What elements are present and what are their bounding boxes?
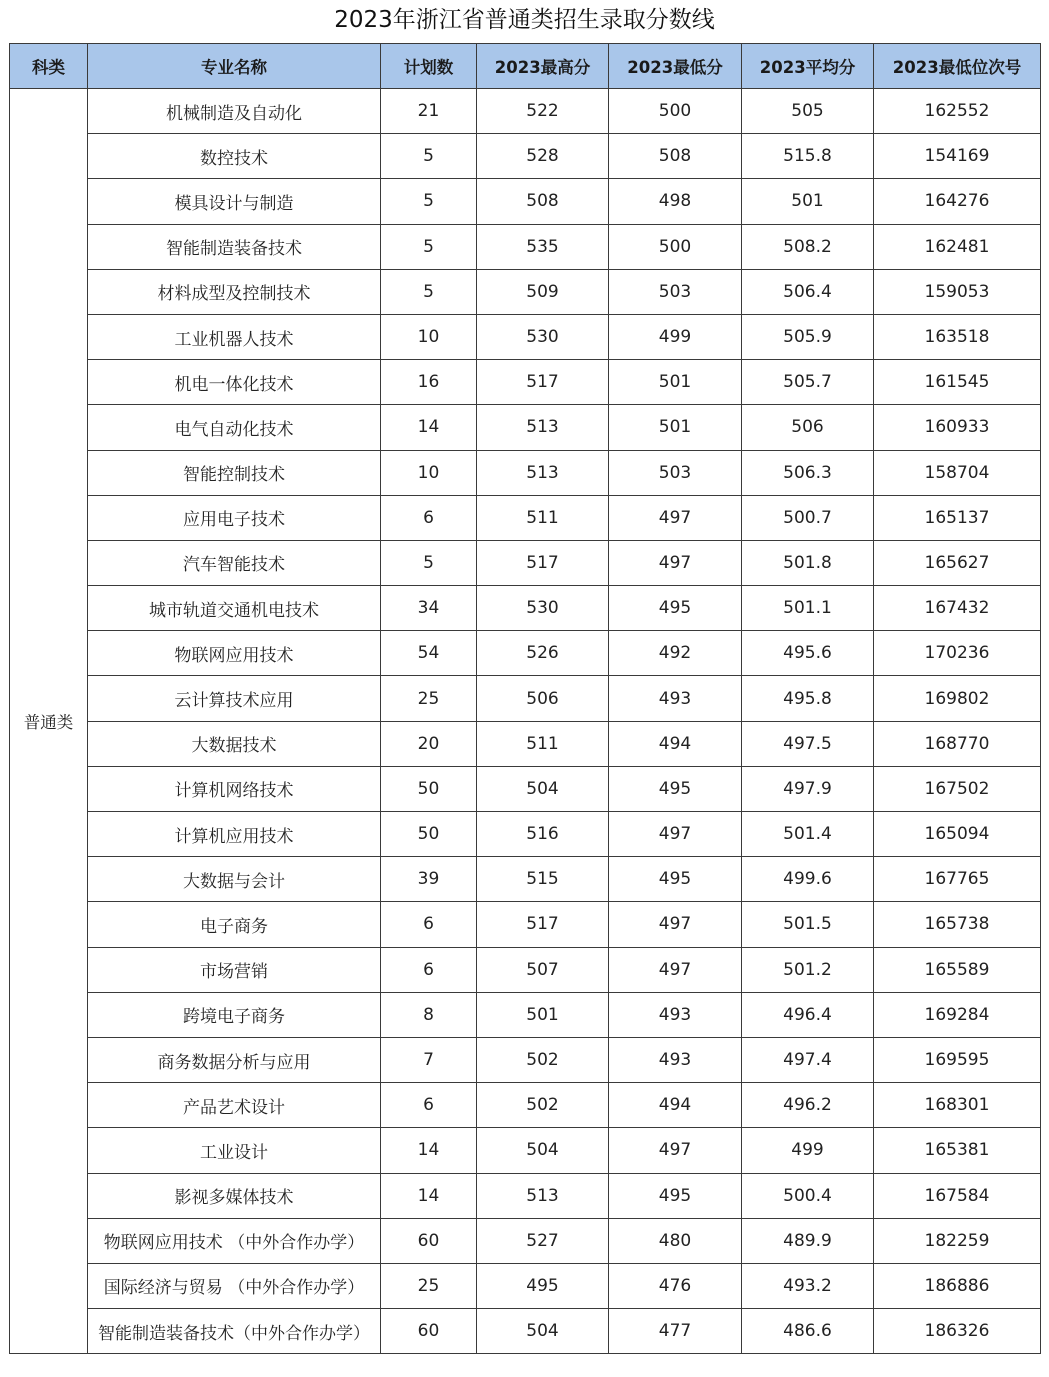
max-score-cell: 513 [477,405,609,450]
min-score-cell: 499 [609,314,742,359]
plan-count-cell: 7 [381,1037,477,1082]
table-row [10,721,1041,766]
min-score-cell: 494 [609,1083,742,1128]
plan-count-cell: 8 [381,992,477,1037]
table-row [10,360,1041,405]
min-score-cell: 500 [609,224,742,269]
min-score-cell: 497 [609,1128,742,1173]
major-name-cell: 计算机网络技术 [88,766,381,811]
avg-score-cell: 497.5 [742,721,874,766]
table-row [10,812,1041,857]
min-score-cell: 480 [609,1218,742,1263]
major-name-cell: 工业设计 [88,1128,381,1173]
min-score-cell: 495 [609,1173,742,1218]
plan-count-cell: 10 [381,314,477,359]
table-row [10,1309,1041,1354]
plan-count-cell: 25 [381,676,477,721]
max-score-cell: 511 [477,721,609,766]
table-row [10,766,1041,811]
plan-count-cell: 21 [381,89,477,134]
plan-count-cell: 6 [381,1083,477,1128]
min-score-cell: 493 [609,1037,742,1082]
min-rank-cell: 170236 [874,631,1041,676]
plan-count-cell: 5 [381,269,477,314]
min-rank-cell: 165589 [874,947,1041,992]
plan-count-cell: 5 [381,179,477,224]
max-score-cell: 528 [477,134,609,179]
major-name-cell: 电子商务 [88,902,381,947]
plan-count-cell: 10 [381,450,477,495]
major-name-cell: 机械制造及自动化 [88,89,381,134]
avg-score-cell: 499.6 [742,857,874,902]
max-score-cell: 515 [477,857,609,902]
min-score-cell: 494 [609,721,742,766]
max-score-cell: 501 [477,992,609,1037]
avg-score-cell: 500.7 [742,495,874,540]
min-score-cell: 503 [609,450,742,495]
max-score-cell: 504 [477,766,609,811]
min-rank-cell: 165381 [874,1128,1041,1173]
major-name-cell: 大数据与会计 [88,857,381,902]
avg-score-cell: 501.5 [742,902,874,947]
major-name-cell: 模具设计与制造 [88,179,381,224]
major-name-cell: 智能制造装备技术 [88,224,381,269]
admission-score-table [9,43,1041,1354]
table-row [10,134,1041,179]
table-row [10,1037,1041,1082]
plan-count-cell: 14 [381,1128,477,1173]
min-rank-cell: 159053 [874,269,1041,314]
max-score-cell: 507 [477,947,609,992]
plan-count-cell: 39 [381,857,477,902]
min-rank-cell: 186326 [874,1309,1041,1354]
min-rank-cell: 162552 [874,89,1041,134]
plan-count-cell: 20 [381,721,477,766]
table-row [10,1263,1041,1308]
min-score-cell: 497 [609,947,742,992]
max-score-cell: 502 [477,1083,609,1128]
max-score-cell: 509 [477,269,609,314]
min-rank-cell: 165094 [874,812,1041,857]
max-score-cell: 527 [477,1218,609,1263]
major-name-cell: 电气自动化技术 [88,405,381,450]
header-major-name: 专业名称 [88,44,381,89]
plan-count-cell: 6 [381,902,477,947]
major-name-cell: 汽车智能技术 [88,540,381,585]
max-score-cell: 517 [477,540,609,585]
plan-count-cell: 6 [381,495,477,540]
min-rank-cell: 168301 [874,1083,1041,1128]
avg-score-cell: 505.9 [742,314,874,359]
table-row [10,1128,1041,1173]
min-score-cell: 495 [609,857,742,902]
min-score-cell: 501 [609,405,742,450]
plan-count-cell: 5 [381,134,477,179]
plan-count-cell: 14 [381,405,477,450]
max-score-cell: 522 [477,89,609,134]
min-rank-cell: 169284 [874,992,1041,1037]
header-category: 科类 [10,44,88,89]
min-score-cell: 497 [609,495,742,540]
min-score-cell: 476 [609,1263,742,1308]
min-rank-cell: 158704 [874,450,1041,495]
table-row [10,1173,1041,1218]
table-row [10,631,1041,676]
avg-score-cell: 501 [742,179,874,224]
min-rank-cell: 161545 [874,360,1041,405]
major-name-cell: 应用电子技术 [88,495,381,540]
max-score-cell: 517 [477,360,609,405]
min-rank-cell: 154169 [874,134,1041,179]
major-name-cell: 城市轨道交通机电技术 [88,586,381,631]
avg-score-cell: 506 [742,405,874,450]
max-score-cell: 511 [477,495,609,540]
major-name-cell: 工业机器人技术 [88,314,381,359]
max-score-cell: 513 [477,1173,609,1218]
min-score-cell: 493 [609,676,742,721]
table-row [10,902,1041,947]
plan-count-cell: 60 [381,1309,477,1354]
avg-score-cell: 501.4 [742,812,874,857]
table-row [10,89,1041,134]
min-rank-cell: 168770 [874,721,1041,766]
max-score-cell: 530 [477,586,609,631]
min-score-cell: 503 [609,269,742,314]
max-score-cell: 504 [477,1309,609,1354]
avg-score-cell: 508.2 [742,224,874,269]
table-row [10,179,1041,224]
table-row [10,676,1041,721]
major-name-cell: 计算机应用技术 [88,812,381,857]
major-name-cell: 物联网应用技术 （中外合作办学） [88,1218,381,1263]
min-rank-cell: 165738 [874,902,1041,947]
major-name-cell: 物联网应用技术 [88,631,381,676]
min-rank-cell: 167584 [874,1173,1041,1218]
major-name-cell: 商务数据分析与应用 [88,1037,381,1082]
min-rank-cell: 162481 [874,224,1041,269]
plan-count-cell: 50 [381,812,477,857]
min-score-cell: 493 [609,992,742,1037]
plan-count-cell: 60 [381,1218,477,1263]
major-name-cell: 大数据技术 [88,721,381,766]
min-rank-cell: 165627 [874,540,1041,585]
major-name-cell: 材料成型及控制技术 [88,269,381,314]
min-score-cell: 492 [609,631,742,676]
table-row [10,495,1041,540]
avg-score-cell: 495.6 [742,631,874,676]
max-score-cell: 535 [477,224,609,269]
header-max-score: 2023最高分 [477,44,609,89]
major-name-cell: 市场营销 [88,947,381,992]
min-rank-cell: 182259 [874,1218,1041,1263]
min-score-cell: 477 [609,1309,742,1354]
plan-count-cell: 25 [381,1263,477,1308]
plan-count-cell: 54 [381,631,477,676]
major-name-cell: 机电一体化技术 [88,360,381,405]
max-score-cell: 513 [477,450,609,495]
min-rank-cell: 160933 [874,405,1041,450]
table-body [10,89,1041,1354]
max-score-cell: 504 [477,1128,609,1173]
header-plan-count: 计划数 [381,44,477,89]
avg-score-cell: 497.4 [742,1037,874,1082]
min-rank-cell: 169595 [874,1037,1041,1082]
min-rank-cell: 165137 [874,495,1041,540]
avg-score-cell: 497.9 [742,766,874,811]
major-name-cell: 数控技术 [88,134,381,179]
avg-score-cell: 506.3 [742,450,874,495]
avg-score-cell: 489.9 [742,1218,874,1263]
min-score-cell: 498 [609,179,742,224]
min-rank-cell: 186886 [874,1263,1041,1308]
min-rank-cell: 167765 [874,857,1041,902]
plan-count-cell: 16 [381,360,477,405]
header-min-score: 2023最低分 [609,44,742,89]
avg-score-cell: 495.8 [742,676,874,721]
min-score-cell: 501 [609,360,742,405]
max-score-cell: 517 [477,902,609,947]
table-row [10,540,1041,585]
min-score-cell: 495 [609,766,742,811]
avg-score-cell: 500.4 [742,1173,874,1218]
header-avg-score: 2023平均分 [742,44,874,89]
avg-score-cell: 506.4 [742,269,874,314]
max-score-cell: 526 [477,631,609,676]
table-row [10,586,1041,631]
max-score-cell: 508 [477,179,609,224]
plan-count-cell: 50 [381,766,477,811]
major-name-cell: 产品艺术设计 [88,1083,381,1128]
min-rank-cell: 167432 [874,586,1041,631]
avg-score-cell: 493.2 [742,1263,874,1308]
max-score-cell: 530 [477,314,609,359]
table-row [10,1083,1041,1128]
min-score-cell: 497 [609,540,742,585]
avg-score-cell: 505.7 [742,360,874,405]
table-row [10,1218,1041,1263]
table-row [10,857,1041,902]
table-row [10,314,1041,359]
table-row [10,450,1041,495]
major-name-cell: 智能制造装备技术（中外合作办学） [88,1309,381,1354]
category-cell: 普通类 [10,89,88,1354]
min-rank-cell: 169802 [874,676,1041,721]
major-name-cell: 国际经济与贸易 （中外合作办学） [88,1263,381,1308]
plan-count-cell: 5 [381,540,477,585]
plan-count-cell: 34 [381,586,477,631]
max-score-cell: 495 [477,1263,609,1308]
plan-count-cell: 6 [381,947,477,992]
table-row [10,992,1041,1037]
avg-score-cell: 496.2 [742,1083,874,1128]
major-name-cell: 智能控制技术 [88,450,381,495]
avg-score-cell: 499 [742,1128,874,1173]
max-score-cell: 502 [477,1037,609,1082]
major-name-cell: 影视多媒体技术 [88,1173,381,1218]
table-row [10,947,1041,992]
table-header-row [10,44,1041,89]
min-score-cell: 508 [609,134,742,179]
avg-score-cell: 496.4 [742,992,874,1037]
table-row [10,224,1041,269]
avg-score-cell: 501.1 [742,586,874,631]
min-rank-cell: 163518 [874,314,1041,359]
max-score-cell: 516 [477,812,609,857]
max-score-cell: 506 [477,676,609,721]
min-rank-cell: 164276 [874,179,1041,224]
avg-score-cell: 486.6 [742,1309,874,1354]
table-row [10,405,1041,450]
avg-score-cell: 515.8 [742,134,874,179]
plan-count-cell: 5 [381,224,477,269]
avg-score-cell: 501.2 [742,947,874,992]
min-rank-cell: 167502 [874,766,1041,811]
major-name-cell: 云计算技术应用 [88,676,381,721]
min-score-cell: 497 [609,812,742,857]
major-name-cell: 跨境电子商务 [88,992,381,1037]
plan-count-cell: 14 [381,1173,477,1218]
avg-score-cell: 501.8 [742,540,874,585]
min-score-cell: 495 [609,586,742,631]
page-title: 2023年浙江省普通类招生录取分数线 [334,7,715,33]
min-score-cell: 500 [609,89,742,134]
header-min-rank: 2023最低位次号 [874,44,1041,89]
min-score-cell: 497 [609,902,742,947]
avg-score-cell: 505 [742,89,874,134]
table-row [10,269,1041,314]
